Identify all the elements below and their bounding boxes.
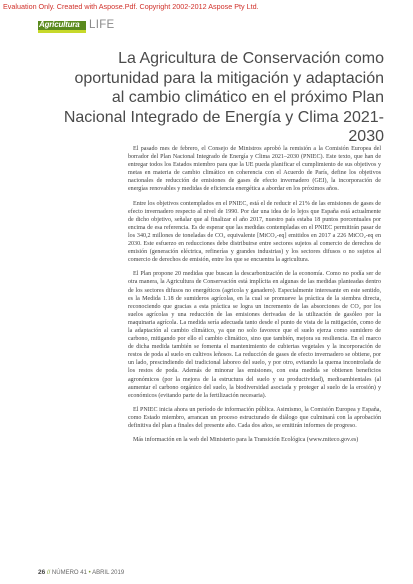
page-footer [38,569,124,576]
article-headline: La Agricultura de Conservación como oportunidad para la mitigación y adaptación al cambio climático en el próximo Plan Nacional Integrado de Energía y Clima 2021-2030 [63,50,384,145]
paragraph: Más información en la web del Ministerio para la Transición Ecológica (www.miteco.gov.es) [133,437,359,444]
logo-stripe [38,30,86,33]
issue-date: ABRIL 2019 [92,570,125,576]
article-body [128,145,381,450]
paragraph: El Plan propone 20 medidas que buscan la descarbonización de la economía. Como no podía ser de otra manera, la Agricultura de Conservación está implícita en algunas de las medidas planteadas dentro de los sectores difusos no energéticos (agricola y ganadero). Especialmente interesante en este sentido, es la Medida 1.18 de sumideros agrícolas, en la cual se promueve la práctica de la siembra directa, reconociendo que gracias a esta práctica se logra un incremento de las absorciones de CO₂ por los suelos agrícolas y una reducción de las emisiones derivadas de la utilización de gasóleo por la maquinaria agrícola. La medida sería adecuada tanto desde el punto de vista de la mitigación, como de la adaptación al cambio climático, ya que no solo favorece que el suelo ejerza como sumidero de carbono, mitigando por ello el cambio climático, sino que también, mejora su resiliencia. En el marco de dicha medida también se fomenta el mantenimiento de cubiertas vegetales y la incorporación de restos de poda al suelo en cultivos leñosos. La reducción de gases de efecto invernadero se obtiene, por un lado, prescindiendo del tradicional laboreo del suelo, y por otro, evitando la quema incontrolada de los restos de poda. Además de minorar las emisiones, con esta medida se obtienen beneficios agronómicos (por la mejora de la estructura del suelo y su productividad), medioambientales (al aumentar el carbono orgánico del suelo, la biodiversidad asociada y proteger al suelo de la erosión) y económicos (evitando parte de la fertilización necesaria). [128,271,381,399]
page-number: 26 [38,569,46,576]
paragraph: El PNIEC inicia ahora un período de información pública. Asimismo, la Comisión Europea y España, como Estado miembro, arrancan un proceso estructurado de diálogo que culminará con la aprobación definitiva del plan a finales del presente año. Cada dos años, se emitirán informes de progreso. [128,406,381,429]
issue-number: NÚMERO 41 [51,570,87,576]
magazine-masthead [38,21,115,33]
paragraph: Entre los objetivos contemplados en el PNIEC, está el de reducir el 21% de las emisiones de gases de efecto invernadero respecto al nivel de 1990. Por dar una idea de lo lejos que España está actualmente de dicho objetivo, señalar que al finalizar el año 2017, nuestro país estaba 18 puntos porcentuales por encima de esa referencia. Es de esperar que las medidas contempladas en el PNIEC permitirán pasar de los 340,2 millones de toneladas de CO₂ equivalente [MtCO₂-eq] emitidos en 2017 a 226 MtCO₂-eq en 2030. Este esfuerzo en reducciones debe distribuirse entre sectores sujetos al comercio de derechos de emisión (generación eléctrica, refinerías y grandes industrias) y los sectores difusos o no sujetos al comercio de derechos de emisión, entre los que se encuentra la agricultura. [128,200,381,264]
logo-text: Agricultura [39,21,80,29]
footer-separator: // [46,570,51,576]
footer-bullet: • [88,570,91,576]
evaluation-watermark: Evaluation Only. Created with Aspose.Pdf. Copyright 2002-2012 Aspose Pty Ltd. [3,2,259,11]
paragraph: El pasado mes de febrero, el Consejo de Ministros aprobó la remisión a la Comisión Europea del borrador del Plan Nacional Integrado de Energía y Clima 2021–2030 (PNIEC). Este texto, que han de entregar todos los Estados miembro para que la UE pueda planificar el cumplimiento de sus objetivos y metas en materia de cambio climático en coherencia con el Acuerdo de París, define los objetivos nacionales de reducción de emisiones de gases de efecto invernadero (GEI), la incorporación de energías renovables y medidas de eficiencia energética a abordar en los próximos años. [128,146,381,193]
agricultura-logo [38,21,86,33]
section-label: LIFE [89,19,115,31]
